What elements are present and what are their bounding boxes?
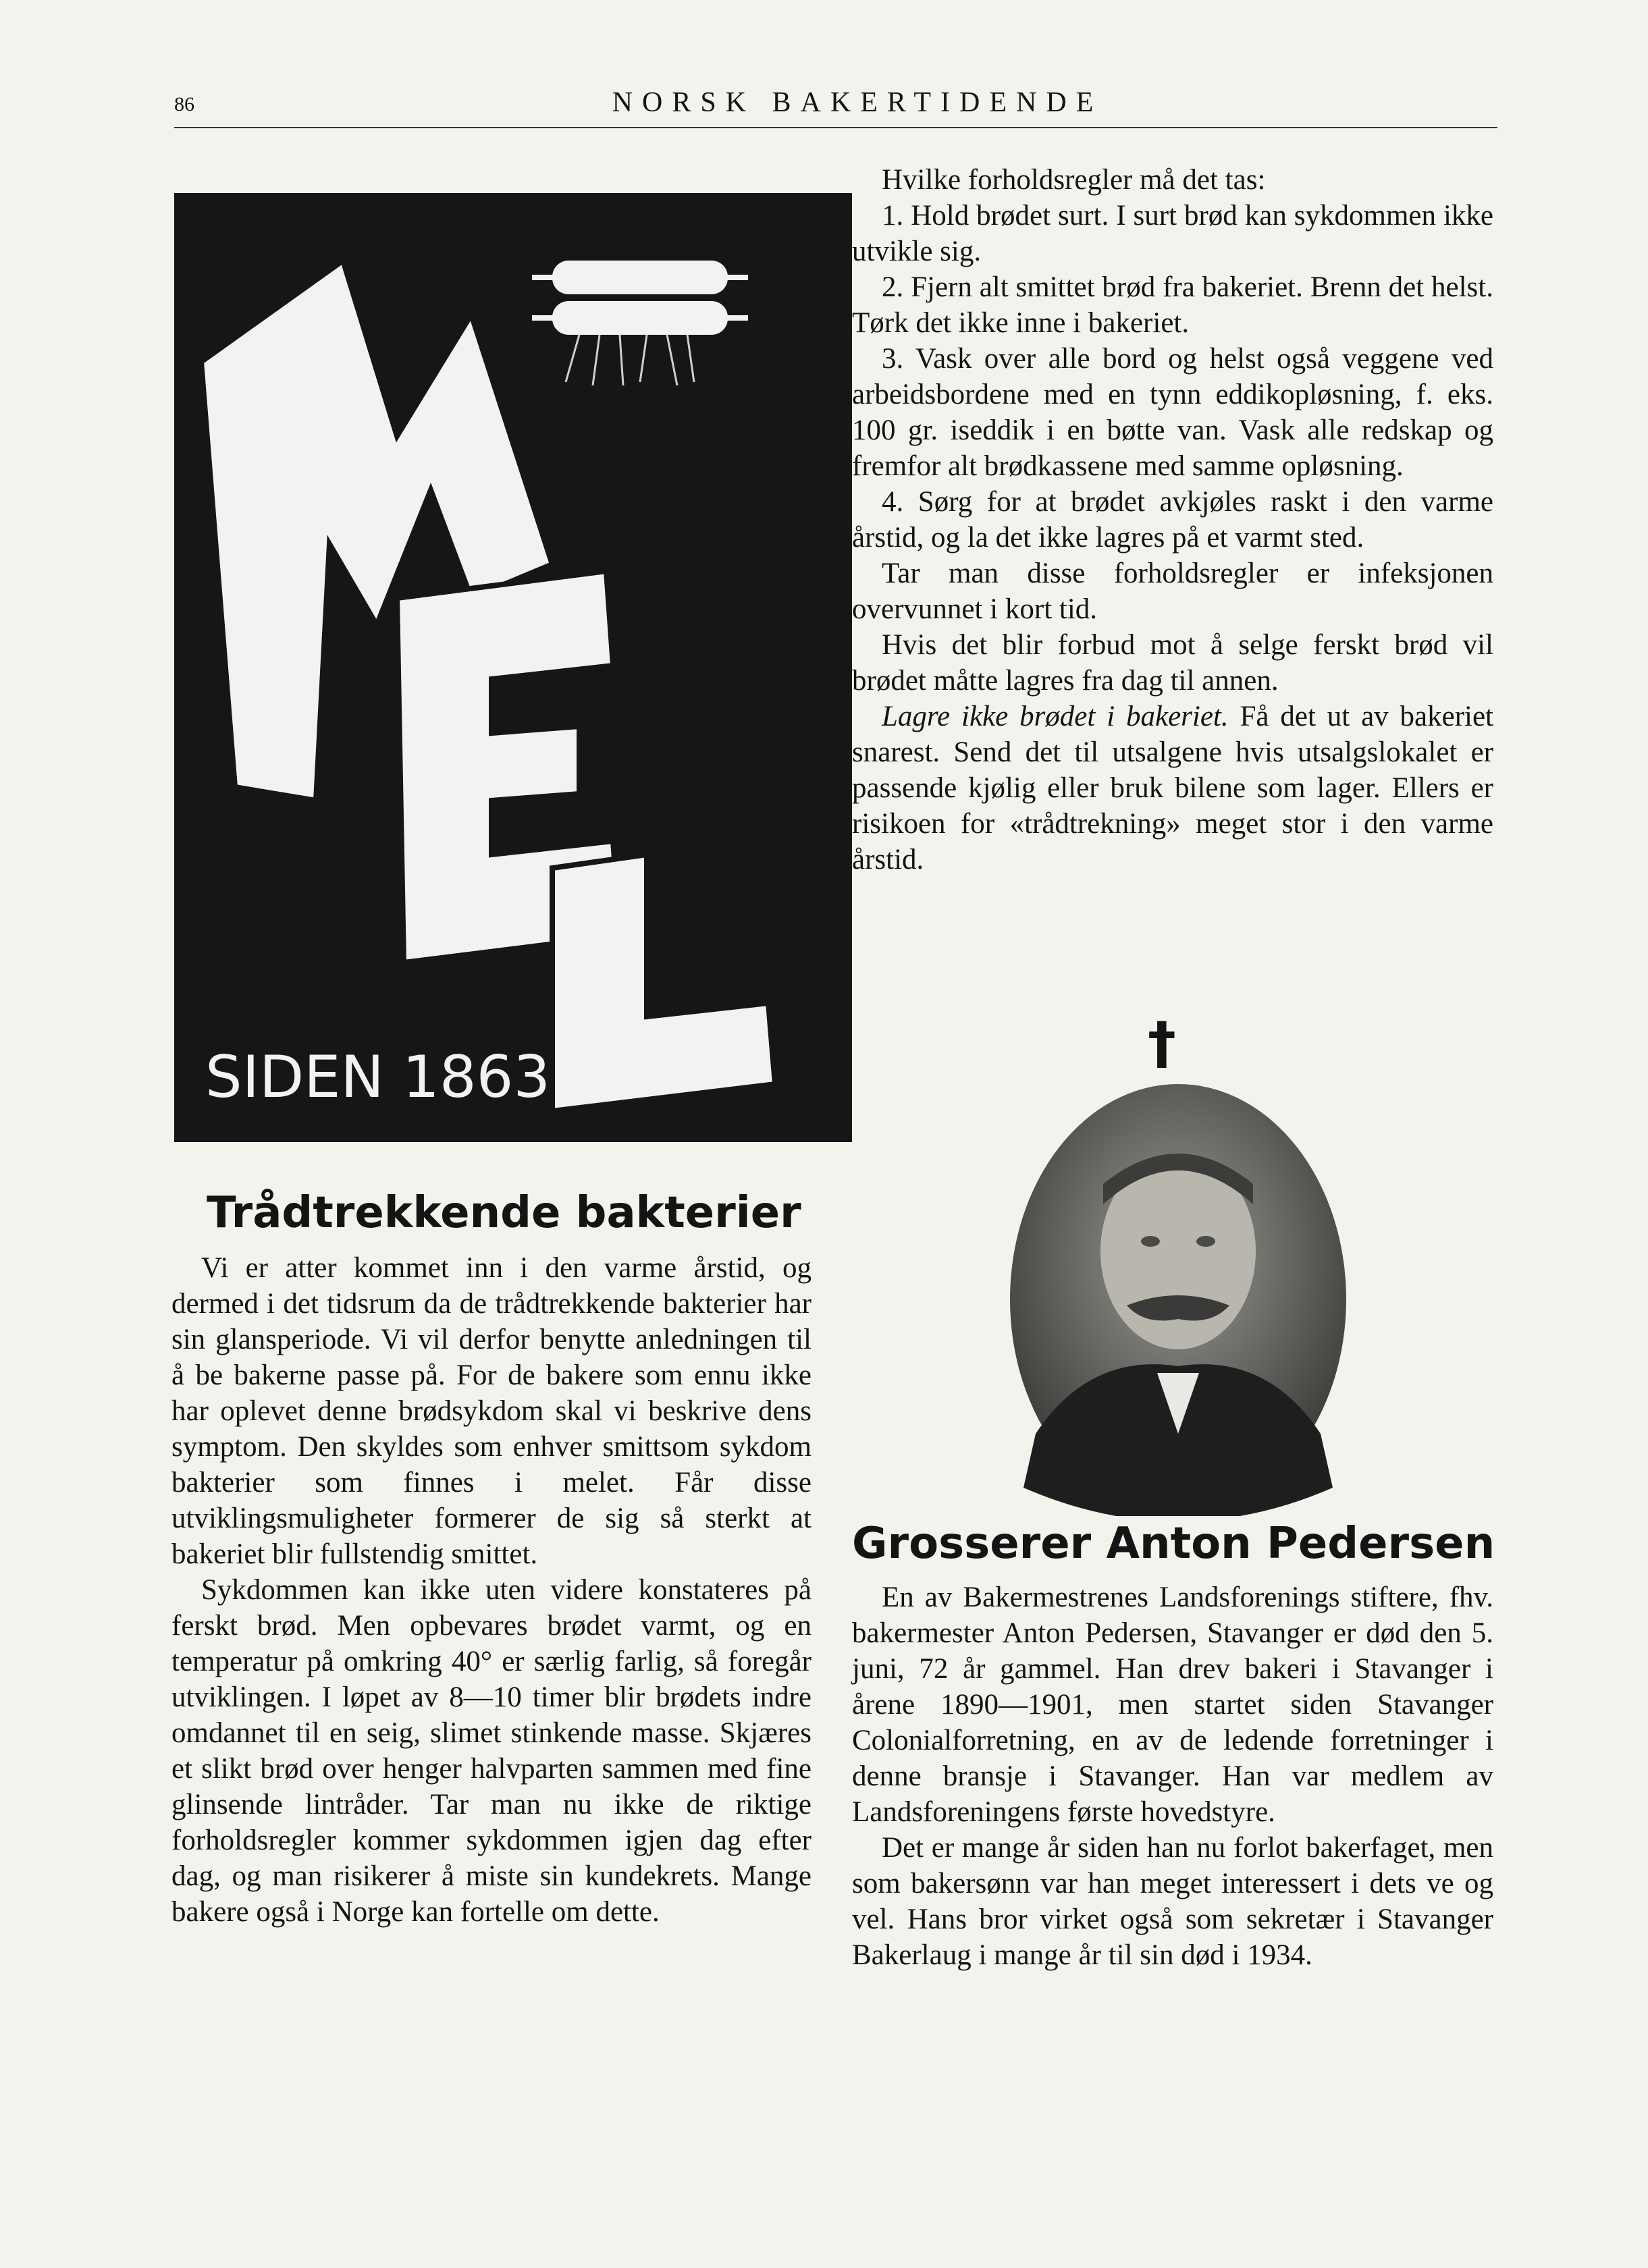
mel-logo-graphic xyxy=(174,193,852,1142)
letter-l-shape xyxy=(552,855,775,1111)
page-number: 86 xyxy=(174,93,194,115)
closing-paragraph: Tar man disse forholdsregler er infeksjonen overvunnet i kort tid. xyxy=(852,558,1493,625)
obituary-paragraph: En av Bakermestrenes Landsforenings stiftere, fhv. bakermester Anton Pedersen, Stavanger er død den 5. juni, 72 år gammel. Han drev bakeri i Stavanger i årene 1890—1901, men startet siden Stavanger Colonialforretning, en av de ledende forretninger i denne bransje i Stavanger. Han var medlem av Landsforeningens første hovedstyre. xyxy=(852,1582,1493,1828)
ad-since-line: SIDEN 1863 xyxy=(205,1044,551,1111)
obituary-title: Grosserer Anton Pedersen xyxy=(852,1519,1495,1569)
emphasis-text: Lagre ikke brødet i bakeriet. xyxy=(882,701,1229,732)
precautions-intro: Hvilke forholdsregler må det tas: xyxy=(882,164,1266,196)
final-text: Få det ut av bakeriet snarest. Send det til utsalgene hvis utsalgslokalet er passende kjølig eller bruk bilene som lager. Ellers er risikoen for «trådtrekning» meget stor i den varme årstid. xyxy=(852,701,1493,875)
cross-symbol: † xyxy=(1148,1010,1176,1076)
article-body-right xyxy=(852,162,1493,878)
sifter-rollers-icon xyxy=(532,261,748,385)
precaution-item: 4. Sørg for at brødet avkjøles raskt i den varme årstid, og la det ikke lagres på et varmt sted. xyxy=(852,486,1493,554)
precaution-item: 3. Vask over alle bord og helst også veggene ved arbeidsbordene med en tynn eddikopløsning, f. eks. 100 gr. iseddik i en bøtte van. Vask alle redskap og fremfor alt brødkassene med samme opløsning. xyxy=(852,343,1493,482)
article-body-left xyxy=(171,1250,812,1930)
final-paragraph xyxy=(852,699,1493,878)
article-title: Trådtrekkende bakterier xyxy=(207,1188,801,1238)
publication-title: NORSK BAKERTIDENDE xyxy=(612,87,1103,118)
obituary-body xyxy=(852,1580,1493,1973)
mel-advertisement xyxy=(174,193,852,1142)
precaution-item: 2. Fjern alt smittet brød fra bakeriet. Brenn det helst. Tørk det ikke inne i bakeriet. xyxy=(852,271,1493,339)
article-paragraph: Vi er atter kommet inn i den varme årstid, og dermed i det tidsrum da de trådtrekkende bakterier har sin glansperiode. Vi vil derfor benytte anledningen til å be bakerne passe på. For de bakere som ennu ikke har oplevet denne brødsykdom skal vi beskrive dens symptom. Den skyldes som enhver smittsom sykdom bakterier som finnes i melet. Får disse utviklingsmuligheter formerer de sig så sterkt at bakeriet blir fullstendig smittet. xyxy=(171,1252,812,1570)
portrait-photo xyxy=(1009,1083,1348,1516)
closing-paragraph: Hvis det blir forbud mot å selge ferskt brød vil brødet måtte lagres fra dag til annen. xyxy=(852,629,1493,697)
article-paragraph: Sykdommen kan ikke uten videre konstateres på ferskt brød. Men opbevares brødet varmt, og en temperatur på omkring 40° er særlig farlig, så foregår utviklingen. I løpet av 8—10 timer blir brødets indre omdannet til en seig, slimet stinkende masse. Skjæres et slikt brød over henger halvparten sammen med fine glinsende lintråder. Tar man nu ikke de riktige forholdsregler kommer sykdommen igjen dag efter dag, og man risikerer å miste sin kundekrets. Mange bakere også i Norge kan fortelle om dette. xyxy=(171,1574,812,1928)
precaution-item: 1. Hold brødet surt. I surt brød kan sykdommen ikke utvikle sig. xyxy=(852,200,1493,267)
header-rule xyxy=(174,127,1497,128)
page-header xyxy=(0,0,1648,135)
letter-m-shape xyxy=(201,261,552,801)
obituary-paragraph: Det er mange år siden han nu forlot bakerfaget, men som bakersønn var han meget interessert i dets ve og vel. Hans bror virket også som sekretær i Stavanger Bakerlaug i mange år til sin død i 1934. xyxy=(852,1832,1493,1971)
